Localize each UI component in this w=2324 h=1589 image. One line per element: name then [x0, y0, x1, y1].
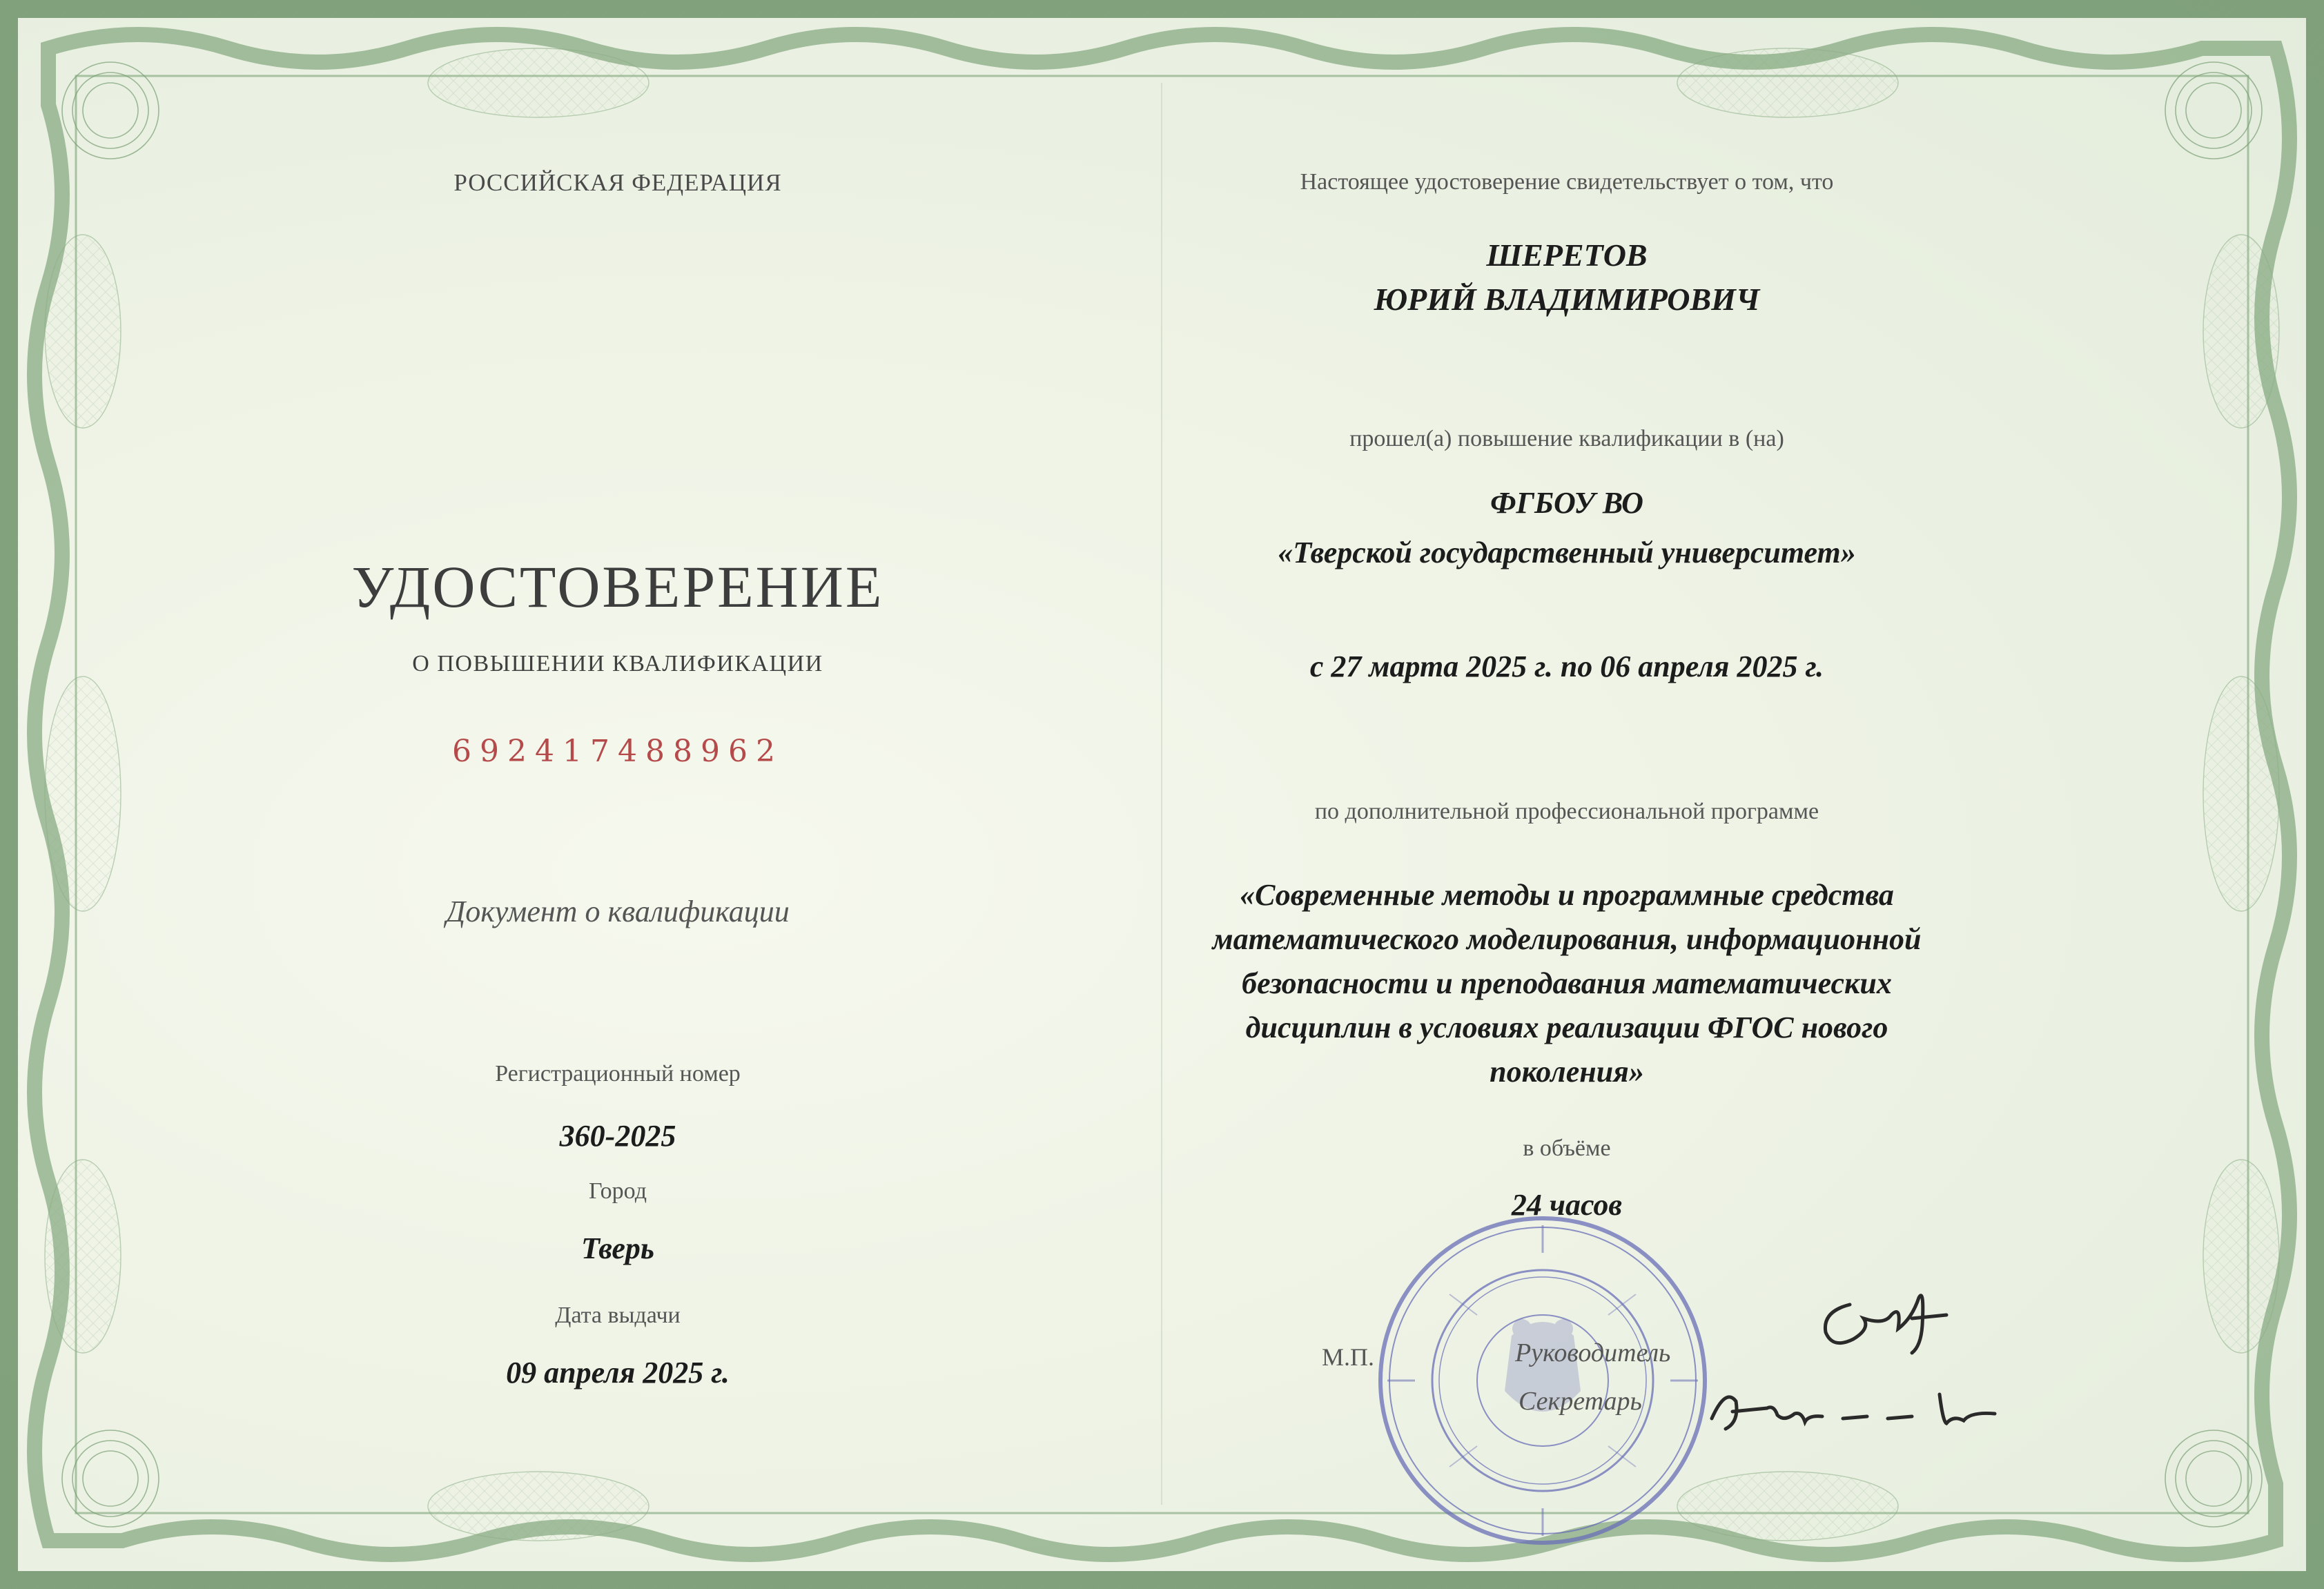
- completed-label: прошел(а) повышение квалификации в (на): [1349, 426, 1784, 451]
- head-signature: [1808, 1277, 1967, 1360]
- secretary-label: Секретарь: [1519, 1387, 1642, 1416]
- institution-line-1: ФГБОУ ВО: [1490, 486, 1643, 520]
- left-page: [269, 0, 966, 1589]
- reg-number-label: Регистрационный номер: [495, 1061, 741, 1086]
- country-label: РОССИЙСКАЯ ФЕДЕРАЦИЯ: [453, 169, 782, 196]
- institution-line-2: «Тверской государственный университет»: [1278, 536, 1856, 569]
- intro-text: Настоящее удостоверение свидетельствует о том, что: [1300, 169, 1834, 195]
- issue-date: 09 апреля 2025 г.: [506, 1356, 730, 1390]
- program-label: по дополнительной профессиональной программе: [1314, 799, 1819, 824]
- secretary-signature: [1705, 1381, 2064, 1443]
- recipient-given-names: ЮРИЙ ВЛАДИМИРОВИЧ: [1374, 282, 1760, 317]
- document-type: Документ о квалификации: [446, 895, 790, 928]
- city-label: Город: [589, 1178, 647, 1204]
- certificate-subtitle: О ПОВЫШЕНИИ КВАЛИФИКАЦИИ: [412, 651, 823, 676]
- volume-value: 24 часов: [1511, 1188, 1623, 1222]
- serial-number: 692417488962: [452, 734, 783, 769]
- volume-label: в объёме: [1523, 1135, 1611, 1161]
- certificate-title: УДОСТОВЕРЕНИЕ: [351, 554, 884, 620]
- recipient-surname: ШЕРЕТОВ: [1486, 237, 1648, 273]
- issue-date-label: Дата выдачи: [555, 1303, 681, 1328]
- reg-number: 360-2025: [559, 1119, 676, 1153]
- official-seal: [1374, 1211, 1712, 1550]
- program-name: «Современные методы и программные средства математического моделирования, информационной безопасности и преподавания математических дисциплин в условиях реализации ФГОС нового поколения»: [1212, 878, 1922, 1089]
- city-value: Тверь: [580, 1231, 655, 1265]
- stamp-place-label: М.П.: [1322, 1343, 1375, 1371]
- training-period: с 27 марта 2025 г. по 06 апреля 2025 г.: [1309, 650, 1824, 683]
- head-label: Руководитель: [1515, 1338, 1671, 1367]
